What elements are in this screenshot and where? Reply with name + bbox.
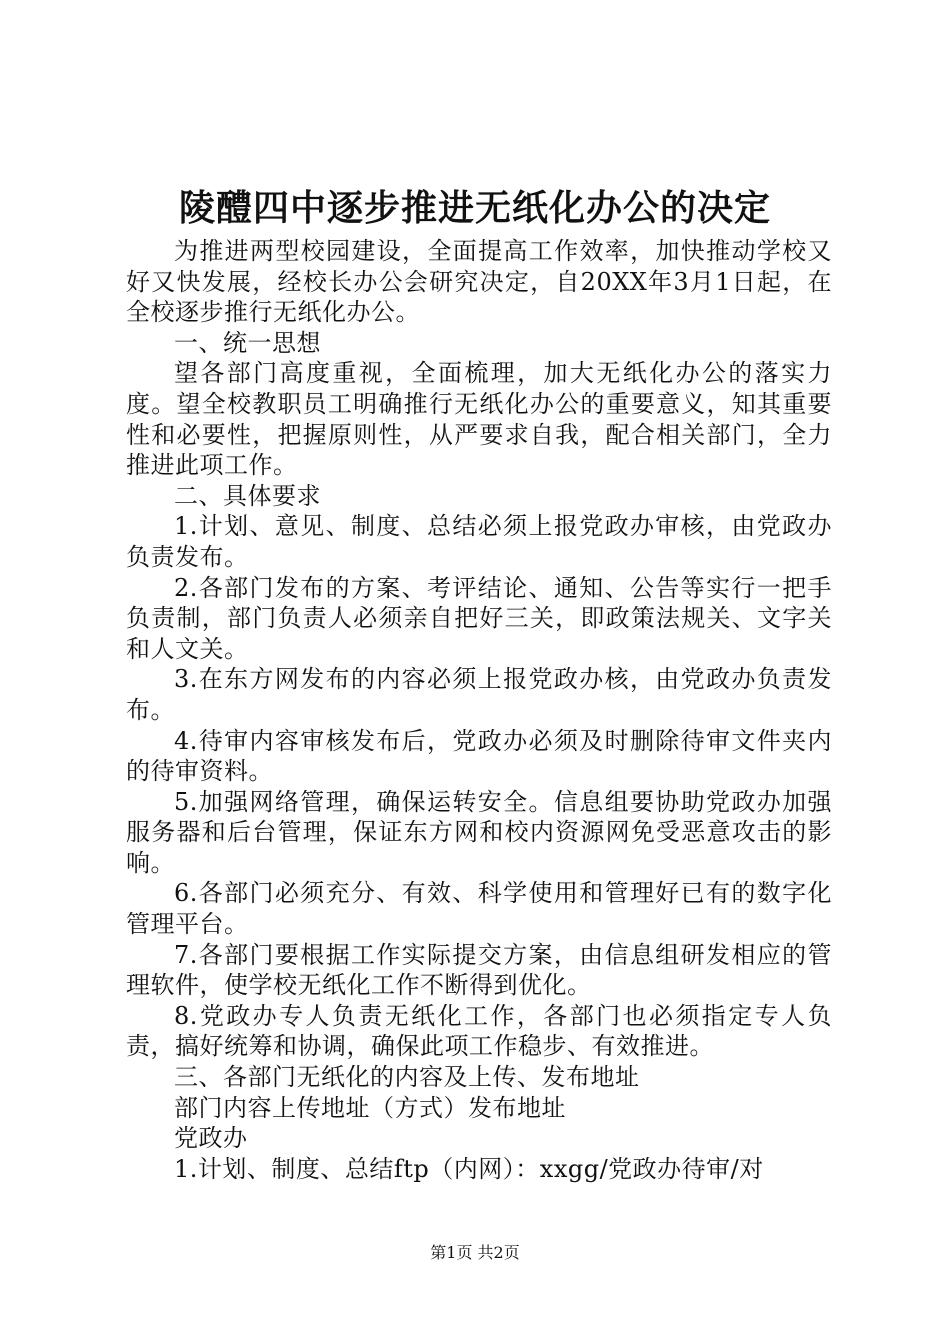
list-item: 3.在东方网发布的内容必须上报党政办核，由党政办负责发布。 [126, 665, 832, 724]
table-header-line: 部门内容上传地址（方式）发布地址 [174, 1093, 566, 1122]
department-name: 党政办 [174, 1124, 248, 1153]
list-item: 5.加强网络管理，确保运转安全。信息组要协助党政办加强服务器和后台管理，保证东方网和校内资源网免受恶意攻击的影响。 [126, 787, 832, 877]
section-heading-3: 三、各部门无纸化的内容及上传、发布地址 [174, 1063, 640, 1092]
list-item: 2.各部门发布的方案、考评结论、通知、公告等实行一把手负责制，部门负责人必须亲自把好三关，即政策法规关、文字关和人文关。 [126, 573, 832, 663]
paragraph-intro: 为推进两型校园建设，全面提高工作效率，加快推动学校又好又快发展，经校长办公会研究决定，自20XX年3月1日起，在全校逐步推行无纸化办公。 [126, 237, 832, 327]
list-item: 6.各部门必须充分、有效、科学使用和管理好已有的数字化管理平台。 [126, 879, 832, 939]
page-footer: 第1页 共2页 [430, 1243, 520, 1262]
paragraph: 望各部门高度重视，全面梳理，加大无纸化办公的落实力度。望全校教职员工明确推行无纸化办公的重要意义，知其重要性和必要性，把握原则性，从严要求自我，配合相关部门，全力推进此项工作。 [126, 359, 832, 480]
section-heading-2: 二、具体要求 [174, 481, 321, 510]
document-body [126, 236, 832, 1184]
list-item: 7.各部门要根据工作实际提交方案，由信息组研发相应的管理软件，使学校无纸化工作不断得到优化。 [126, 940, 832, 1000]
list-item: 4.待审内容审核发布后，党政办必须及时删除待审文件夹内的待审资料。 [126, 726, 832, 786]
list-item: 1.计划、意见、制度、总结必须上报党政办审核，由党政办负责发布。 [126, 512, 832, 571]
document-title: 陵醴四中逐步推进无纸化办公的决定 [178, 187, 771, 229]
list-item: 8.党政办专人负责无纸化工作，各部门也必须指定专人负责，搞好统筹和协调，确保此项工作稳步、有效推进。 [126, 1001, 832, 1061]
list-item: 1.计划、制度、总结ftp（内网）：xxgg/党政办待审/对 [174, 1154, 764, 1183]
section-heading-1: 一、统一思想 [174, 328, 321, 357]
